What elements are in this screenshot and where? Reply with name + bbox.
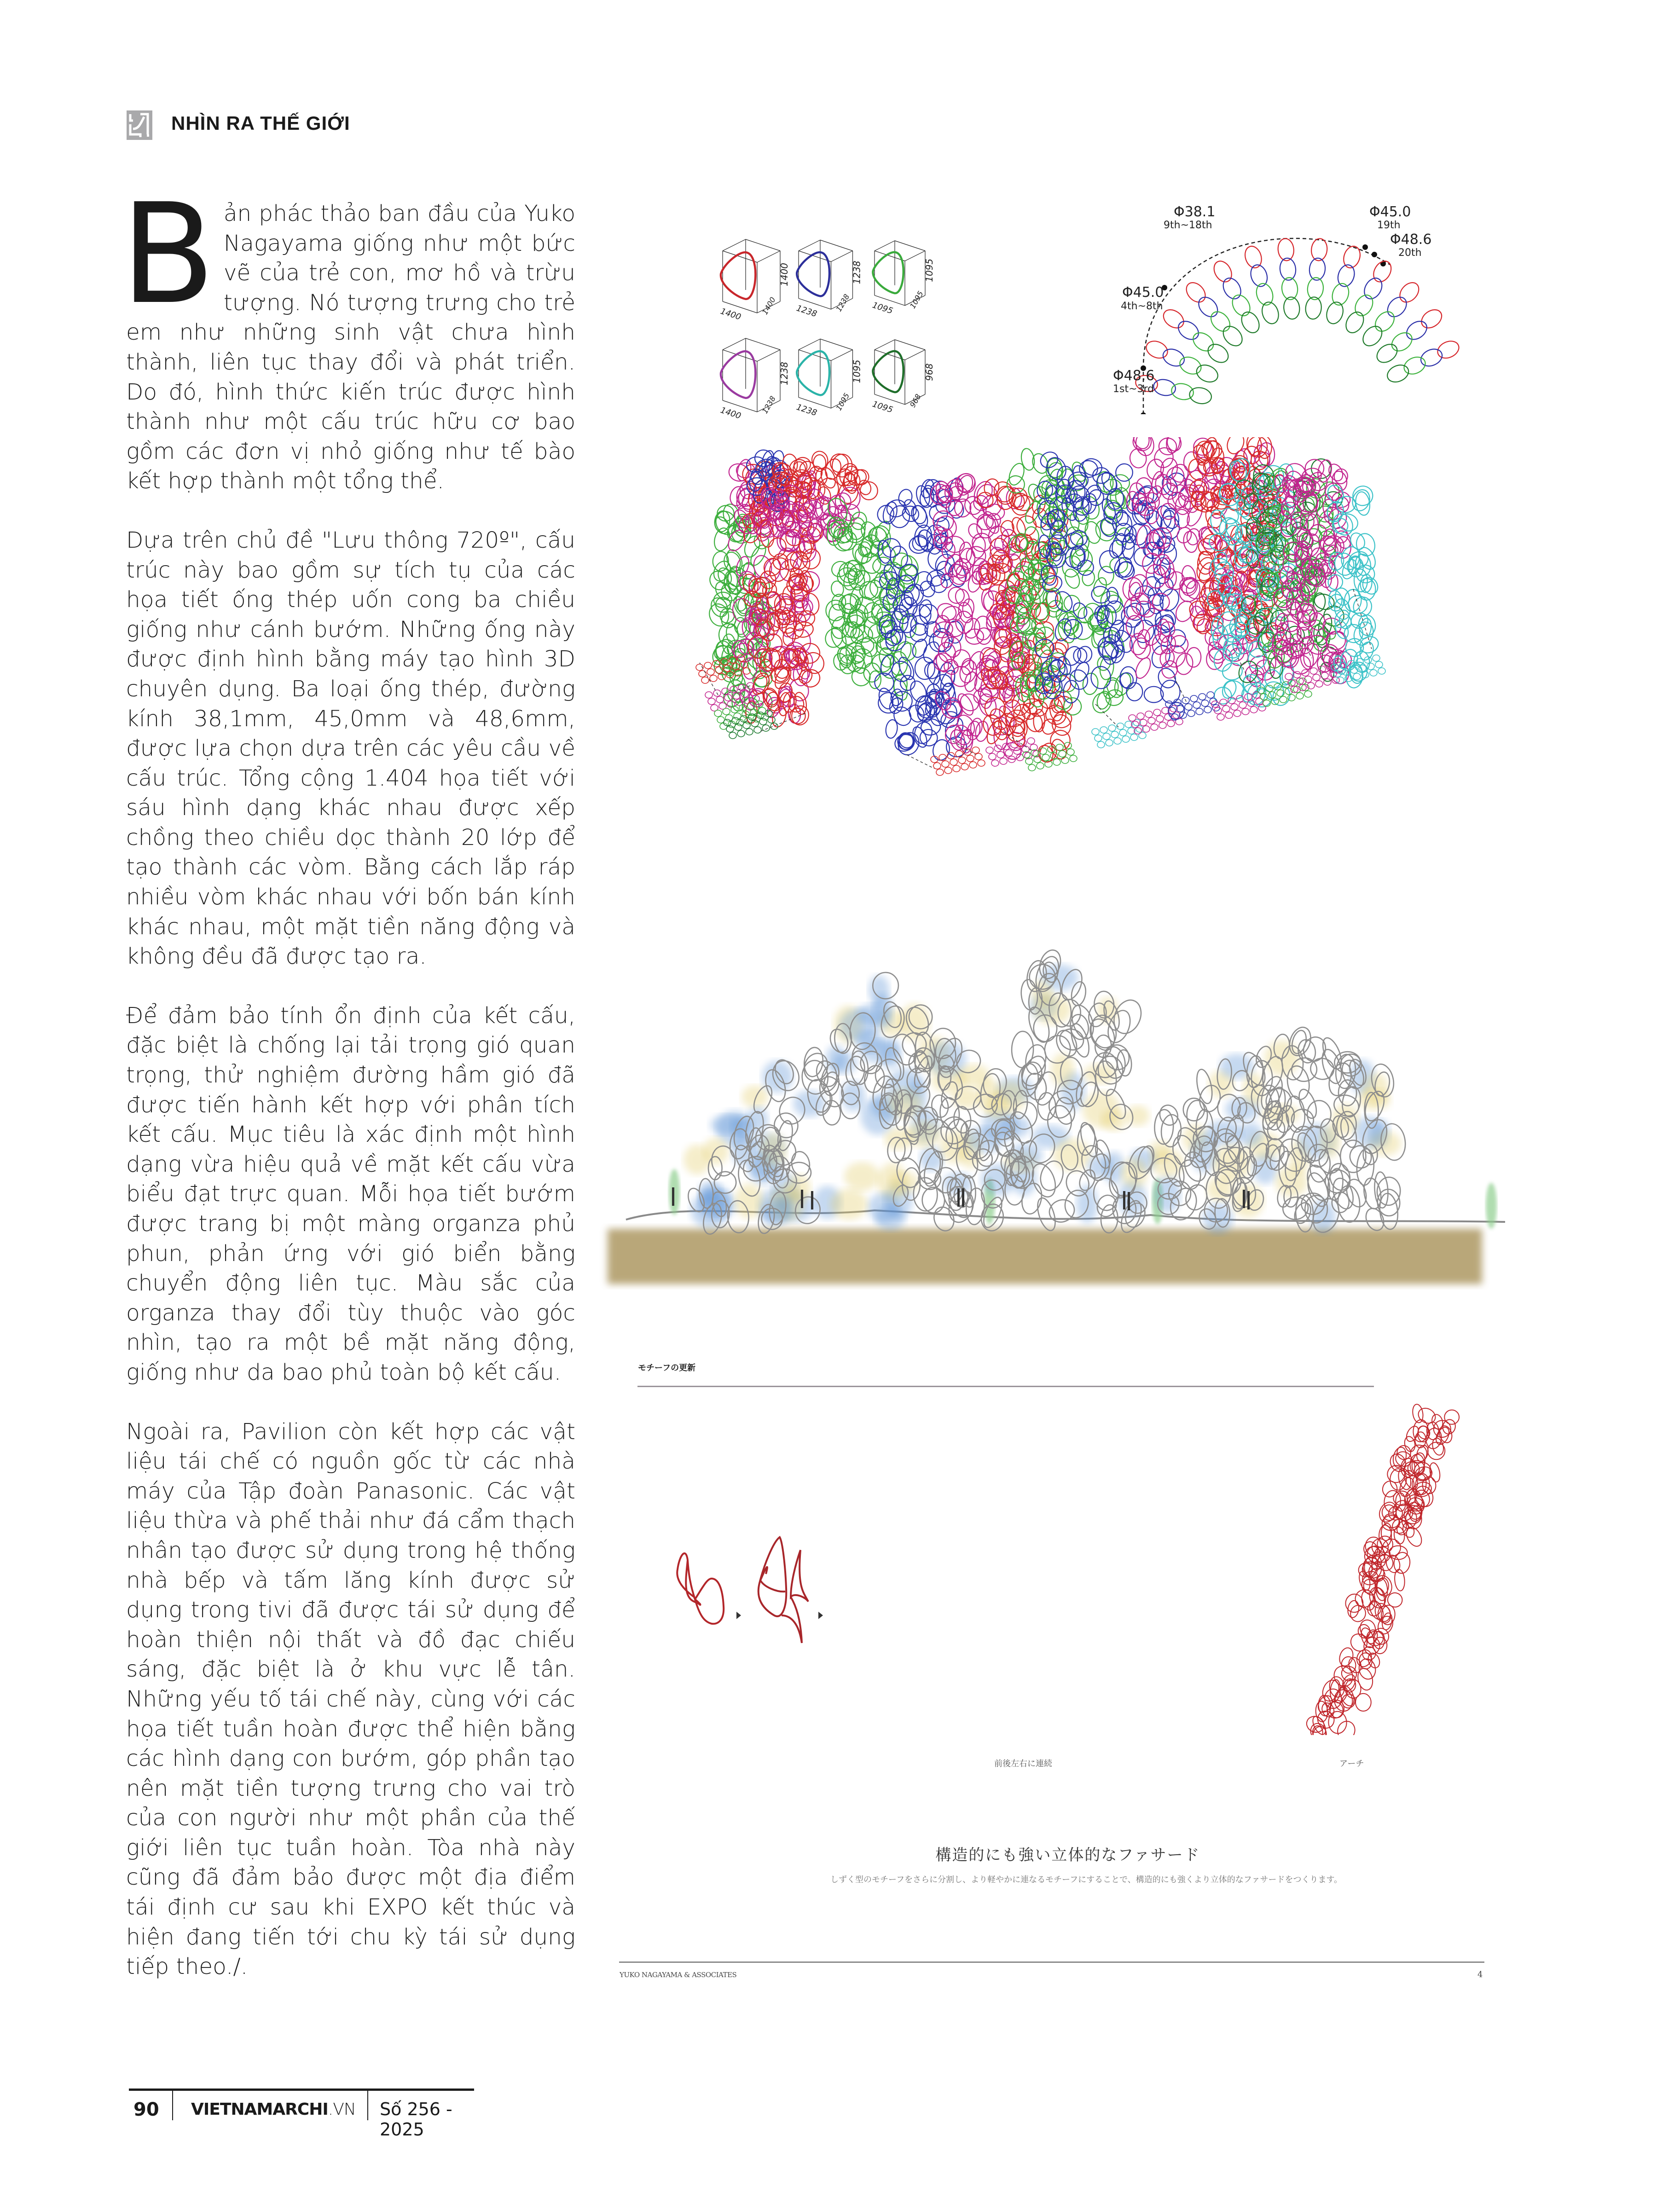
article-paragraph-1: Bản phác thảo ban đầu của Yuko Nagayama giống như một bức vẽ của trẻ con, mơ hồ và trừu tượng. Nó tượng trưng cho trẻ em như những sinh vật chưa hình thành, liên tục thay đổi và phát triển. Do đó, hình thức kiến trúc được hình thành như một cấu trúc hữu cơ bao gồm các đơn vị nhỏ giống như tế bào kết hợp thành một tổng thể. [121,174,575,494]
arch-motif-loop [1393,1526,1406,1545]
pavilion-loop [1292,1200,1314,1226]
mesh-loop [922,619,943,640]
arch-loop [1238,309,1263,336]
footprint-loop [1156,716,1164,722]
section-logo-icon [127,110,152,140]
mesh-loop [1062,567,1082,590]
label-diameter-38-1: Φ38.1 [1174,204,1216,220]
mesh-loop [1186,647,1202,667]
unit-width-label: 1095 [871,300,894,316]
mesh-loop [1072,660,1092,683]
footprint-loop [1005,750,1013,756]
unit-width-label: 1238 [795,402,818,418]
footprint-loop [1315,681,1323,687]
footprint-loop [723,708,730,715]
unit-depth-label: 1095 [834,391,852,412]
footprint-loop [1375,661,1383,668]
footprint-loop [975,753,982,760]
footprint-loop [1108,725,1116,731]
footprint-strip [986,738,1040,766]
mesh-loop [1358,578,1376,601]
footprint-loop [989,753,996,760]
motif-unit-box [719,338,790,421]
mesh-loop [1040,717,1058,736]
unit-width-label: 1095 [871,399,894,415]
tint-blob [1083,1091,1120,1128]
motif-units-figure [709,221,1059,423]
footprint-loop [958,757,966,764]
motif-unit-box [871,241,935,316]
footprint-loop [1148,717,1155,724]
mesh-loop [805,521,827,543]
unit-height-label: 968 [924,363,935,381]
footprint-loop [1373,655,1380,661]
footprint-loop [1095,735,1102,741]
motif-unit-box [871,340,935,415]
footprint-loop [1242,708,1249,715]
footprint-loop [944,767,952,774]
mesh-loop [1137,629,1151,649]
unit-depth-label: 1238 [834,292,852,313]
tint-blob [1083,1064,1117,1084]
footprint-loop [1280,696,1287,703]
footprint-loop [1201,700,1209,706]
tint-blob [875,1205,905,1230]
footprint-loop [950,759,957,765]
motif-arch-mesh [1304,1404,1459,1735]
arch-loop [1373,341,1401,366]
arch-loop [1220,323,1246,349]
footprint-loop [729,732,736,739]
footer-page-number: 90 [133,2099,159,2120]
label-diameter-45-0-side: Φ45.0 [1122,284,1164,301]
mesh-loop [860,481,878,500]
arch-motif-loop [1347,1600,1360,1618]
axonometric-figure [690,437,1473,851]
pavilion-loop [1046,1196,1078,1226]
tint-blob [830,1189,868,1220]
unit-height-label: 1238 [779,362,790,385]
arch-loop [1370,258,1395,285]
arch-motif-loop [1387,1452,1408,1474]
motif-step-1 [677,1553,724,1624]
arch-loop [1207,308,1234,335]
unit-depth-label: 968 [908,392,923,409]
footprint-strip [931,747,985,775]
footprint-loop [1014,748,1021,754]
mesh-loop [1182,530,1199,553]
mesh-panel [823,495,921,702]
arch-motif-loop [1444,1410,1459,1424]
footprint-loop [762,725,770,731]
footprint-loop [1042,754,1049,761]
footprint-loop [1130,734,1138,741]
person-figure [801,1190,803,1208]
footprint-loop [1231,704,1238,710]
inset-footer-rule [619,1961,1484,1963]
mesh-loop [1115,463,1134,483]
arch-loop [1160,306,1187,332]
mesh-loop [1069,529,1089,548]
footprint-loop [1027,738,1035,744]
article-paragraph-2: Dựa trên chủ đề "Lưu thông 720º", cấu trúc này bao gồm sự tích tụ của các họa tiết ống thép uốn cong ba chiều giống như cánh bướm. Những ống này được định hình bằng máy tạo hình 3D chuyên dụng. Ba loại ống thép, đường kính 38,1mm, 45,0mm và 48,6mm, được lựa chọn dựa trên các yêu cầu về cấu trúc. Tổng cộng 1.404 họa tiết với sáu hình dạng khác nhau được xếp chồng theo chiều dọc thành 20 lớp để tạo thành các vòm. Bằng cách lắp ráp nhiều vòm khác nhau với bốn bán kính khác nhau, một mặt tiền năng động và không đều đã được tạo ra. [126,527,575,970]
unit-width-label: 1400 [719,405,742,421]
footprint-loop [1220,699,1227,706]
footprint-loop [1028,764,1036,771]
footprint-loop [1296,693,1303,699]
footprint-loop [1037,763,1044,769]
footprint-loop [1193,702,1200,708]
mesh-loop [1175,652,1194,676]
footprint-loop [1310,668,1317,674]
arch-loop [1352,292,1376,319]
mesh-loop [799,461,816,477]
arrow-right-icon-2 [818,1612,823,1619]
inset-heading-rule [637,1386,1374,1387]
arch-loop [1359,323,1385,349]
footprint-loop [986,747,993,753]
footprint-loop [1196,708,1203,715]
footprint-loop [1239,702,1246,708]
footprint-loop [961,764,968,770]
article-body [121,174,575,2011]
motif-loop [873,252,903,293]
footprint-loop [726,726,734,732]
footprint-loop [1129,715,1136,721]
projection-line [907,755,934,769]
mesh-loop [1081,570,1095,586]
section-title: NHÌN RA THẾ GIỚI [171,112,350,134]
tint-blob [761,1200,793,1224]
footprint-loop [735,724,742,730]
footprint-loop [1250,706,1257,713]
motif-evolution-figure [667,1404,1496,1735]
label-layers-1-3: 1st~3rd [1113,383,1154,395]
footprint-loop [1067,749,1074,755]
label-diameter-48-6-base: Φ48.6 [1113,368,1155,384]
pavilion-loop [922,1187,945,1213]
footprint-loop [972,747,979,753]
footprint-loop [1000,758,1007,764]
mesh-loop [966,546,986,566]
person-figure [1243,1190,1245,1208]
arch-loop [1418,346,1445,370]
inset-title: 構造的にも強い立体的なファサード [935,1846,1200,1864]
footprint-loop [953,765,960,772]
motif-loop [721,351,755,398]
arch-loop [1144,338,1170,361]
mesh-loop [885,719,898,739]
arch-loop [1385,362,1411,385]
arch-loop [1403,318,1431,343]
label-layers-4-8: 4th~8th [1121,301,1163,312]
arch-loop [1195,294,1221,320]
footprint-loop [1199,694,1206,700]
mesh-loop [1336,512,1360,533]
footer-issue: Số 256 - 2025 [380,2099,452,2140]
footprint-loop [1271,698,1279,705]
motif-unit-box [795,240,862,319]
footprint-loop [1324,679,1331,685]
footprint-loop [716,696,724,703]
footprint-loop [1269,692,1276,698]
footprint-loop [1304,691,1312,697]
person-figure [1123,1191,1125,1209]
unit-depth-label: 1400 [760,295,777,316]
label-layers-19: 19th [1377,220,1401,231]
footprint-loop [1159,722,1166,729]
footprint-strip [1092,719,1146,748]
footprint-loop [1288,694,1295,701]
footprint-strip [1023,742,1077,771]
footprint-loop [1151,724,1158,730]
motif-unit-box [719,239,790,322]
arch-loop [1160,346,1187,370]
mesh-loop [910,637,930,660]
footprint-loop [969,762,977,768]
unit-height-label: 1238 [851,260,863,284]
pavilion-loop [1034,1196,1059,1232]
footprint-loop [1222,706,1230,712]
caption-arch: アーチ [1339,1759,1364,1769]
unit-height-label: 1095 [924,258,935,282]
unit-depth-label: 1238 [760,394,777,415]
mesh-loop [826,600,845,621]
person-figure [962,1188,964,1207]
footprint-loop [705,692,713,698]
mesh-loop [925,568,947,588]
footprint-loop [1285,673,1292,680]
footprint-loop [737,730,745,737]
footprint-loop [1378,668,1385,674]
footprint-loop [1313,674,1320,681]
inset-firm-name: YUKO NAGAYAMA & ASSOCIATES [620,1971,737,1979]
footprint-loop [754,727,761,733]
footprint-loop [1114,738,1121,744]
footprint-loop [1185,704,1192,710]
footprint-loop [1056,744,1063,751]
footprint-loop [942,761,949,767]
arch-loop [1343,309,1367,336]
footprint-loop [1070,755,1077,762]
footprint-loop [746,729,753,735]
arch-loop [1194,362,1221,385]
footprint-loop [1167,720,1175,727]
footprint-loop [1370,670,1377,676]
unit-height-label: 1095 [851,359,863,383]
footprint-loop [1111,731,1118,738]
mesh-loop [706,601,731,629]
arch-loop [1229,292,1253,319]
arch-motif-loop [1347,1656,1363,1675]
footprint-strip [1165,692,1220,720]
mesh-loop [1360,574,1373,593]
footprint-loop [1207,692,1214,698]
footprint-loop [1092,729,1099,735]
arch-loop [1205,341,1232,366]
footprint-loop [707,669,714,675]
mesh-loop [782,453,798,475]
footprint-loop [967,755,974,762]
footprint-loop [933,763,941,769]
footprint-loop [701,677,709,683]
tint-blob [703,1138,729,1165]
arrow-right-icon [736,1612,741,1619]
footprint-loop [1053,759,1060,765]
person-figure [811,1191,813,1209]
footer-divider [172,2091,173,2120]
footprint-loop [1188,710,1195,717]
page-footer [129,2089,474,2140]
footprint-loop [997,752,1004,758]
label-diameter-45-0-top: Φ45.0 [1369,204,1411,220]
tree [1486,1183,1497,1229]
motif-loop [797,252,829,296]
unit-width-label: 1238 [795,303,818,319]
footer-divider-2 [367,2091,368,2120]
footprint-loop [704,662,712,669]
arch-loop [1175,318,1202,343]
footprint-loop [1103,733,1110,740]
arch-loop [1384,294,1410,320]
tint-blob [844,1162,880,1191]
footprint-loop [1153,709,1161,716]
ground-band [608,1229,1482,1284]
unit-height-label: 1400 [779,263,790,286]
tint-blob [1355,1117,1385,1148]
footprint-loop [1321,672,1328,679]
motif-step-2 [759,1537,808,1643]
mesh-loop [898,673,917,692]
arch-loop [1190,329,1217,355]
mesh-loop [1206,497,1227,514]
footprint-loop [1353,673,1361,680]
label-diameter-48-6-top: Φ48.6 [1390,231,1432,248]
article-paragraph-3: Để đảm bảo tính ổn định của kết cấu, đặc biệt là chống lại tải trọng gió quan trọng, thử nghiệm đường hầm gió đã được tiến hành kết hợp với phân tích kết cấu. Mục tiêu là xác định một hình dạng vừa hiệu quả về mặt kết cấu vừa biểu đạt trực quan. Mỗi họa tiết bướm được trang bị một màng organza phủ phun, phản ứng với gió biển bằng chuyển động liên tục. Màu sắc của organza thay đổi tùy thuộc vào góc nhìn, tạo ra một bề mặt năng động, giống như da bao phủ toàn bộ kết cấu. [126,1002,575,1385]
motif-loop [721,252,755,299]
drop-cap: B [121,174,215,335]
footprint-loop [1061,757,1069,764]
arch-loop [1388,329,1415,355]
mesh-loop [959,542,973,563]
arch-loop [1211,258,1235,285]
arch-motif-loop [1356,1667,1375,1692]
mesh-loop [908,679,929,704]
person-figure [672,1187,674,1206]
footprint-loop [1100,727,1107,733]
mesh-loop [1258,443,1275,466]
footprint-loop [991,760,999,766]
label-layers-9-18: 9th~18th [1164,220,1212,231]
mesh-loop [1299,647,1315,670]
pavilion-loop [1116,1049,1132,1076]
footprint-loop [1059,751,1066,757]
arch-loop [1402,354,1428,377]
footprint-loop [1106,740,1113,746]
person-figure [957,1188,960,1207]
footprint-loop [1122,736,1130,742]
arch-motif-loop [1428,1462,1442,1483]
mesh-loop [1020,447,1036,471]
mesh-loop [1360,575,1380,597]
label-layers-20: 20th [1398,247,1422,259]
tint-blob [742,1085,768,1108]
inset-section-heading: モチーフの更新 [638,1363,696,1373]
unit-depth-label: 1095 [908,289,925,310]
footprint-loop [1190,695,1198,702]
footprint-loop [743,722,750,729]
inset-description: しずく型のモチーフをさらに分割し、より軽やかに連なるモチーフにすることで、構造的にも強くより立体的なファサードをつくります。 [830,1875,1343,1885]
arch-loop [1182,279,1209,306]
arch-loop [1396,279,1422,306]
footprint-loop [759,718,767,725]
footer-site-link[interactable]: VIETNAMARCHI.VN [191,2100,356,2119]
pavilion-loop [1307,1100,1331,1128]
arch-loop [1418,306,1445,332]
arch-loop [1372,308,1398,335]
person-figure [1128,1192,1130,1210]
footprint-loop [708,698,715,705]
organza-tint-layer [684,965,1401,1234]
footprint-loop [1119,729,1127,736]
footprint-loop [1293,671,1301,678]
mesh-loop [1082,672,1099,695]
footprint-strip [724,710,778,739]
footprint-loop [714,710,722,717]
footprint-loop [936,769,944,775]
caption-continuous: 前後左右に連続 [994,1759,1052,1769]
arch-loop [1435,338,1462,361]
footprint-loop [1337,677,1344,683]
footprint-loop [770,723,778,729]
unit-width-label: 1400 [719,306,742,322]
footprint-loop [1145,711,1153,717]
footprint-loop [1367,663,1374,670]
mesh-loop [1083,483,1104,504]
elevation-sketch-figure [598,943,1519,1293]
footprint-loop [1217,714,1224,720]
arch-loop [1220,275,1244,302]
footprint-loop [1137,713,1144,719]
footprint-loop [1234,710,1241,717]
person-figure [1247,1191,1250,1209]
arch-loop [1361,275,1385,302]
tint-blob [793,1090,825,1117]
mesh-loop [931,626,954,654]
arch-section-figure [1086,202,1482,414]
inset-page-number: 4 [1477,1970,1483,1979]
footprint-loop [978,760,985,766]
motif-loop [797,351,829,395]
footprint-loop [1097,741,1105,748]
footprint-loop [1204,706,1211,713]
footprint-strip [1129,706,1183,734]
motif-loop [873,351,903,392]
motif-unit-box [795,339,862,418]
footprint-loop [1225,712,1233,718]
arch-motif-loop [1404,1424,1421,1444]
article-paragraph-4: Ngoài ra, Pavilion còn kết hợp các vật liệu tái chế có nguồn gốc từ các nhà máy của Tập đoàn Panasonic. Các vật liệu thừa và phế thải như đá cẩm thạch nhân tạo được sử dụng trong hệ thống nhà bếp và tấm lăng kính được sử dụng trong tivi đã được tái sử dụng để hoàn thiện nội thất và đồ đạc chiếu sáng, đặc biệt là ở khu vực lễ tân. Những yếu tố tái chế này, cùng với các họa tiết tuần hoàn được thể hiện bằng các hình dạng con bướm, góp phần tạo nên mặt tiền tượng trưng cho vai trò của con người như một phần của thế giới liên tục tuần hoàn. Tòa nhà này cũng đã đảm bảo được một địa điểm tái định cư sau khi EXPO kết thúc và hiện đang tiến tới chu kỳ tái sử dụng tiếp theo./. [126,1418,575,1980]
footprint-loop [710,675,717,682]
arch-loop [1177,354,1204,377]
